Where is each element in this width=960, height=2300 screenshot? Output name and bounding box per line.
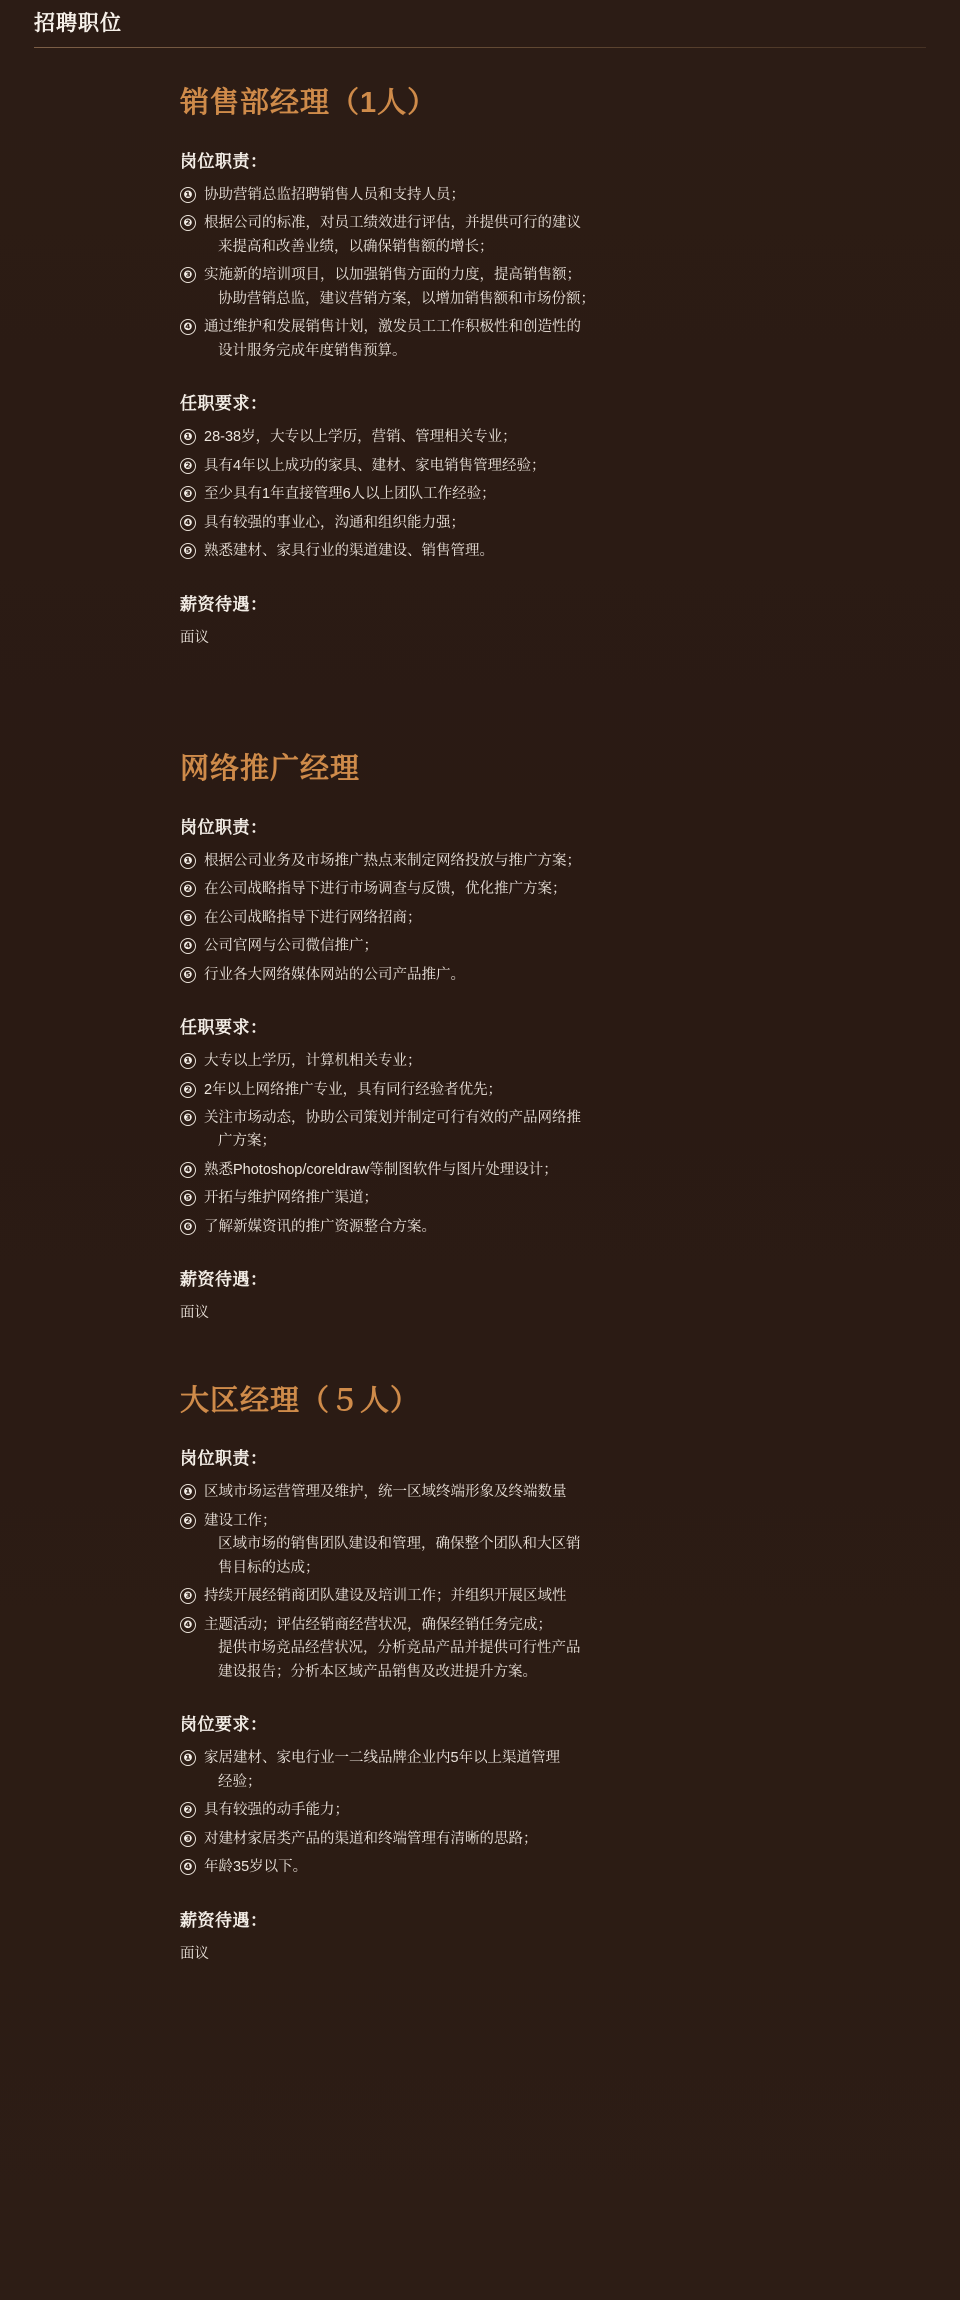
item-text-line: 年龄35岁以下。: [204, 1859, 308, 1876]
item-text-line: 2年以上网络推广专业，具有同行经验者优先；: [204, 1081, 503, 1098]
list-item: [180, 316, 900, 363]
list-item: [180, 1079, 900, 1102]
item-number-icon: ❹: [180, 1617, 196, 1633]
item-number-icon: ❶: [180, 1484, 196, 1500]
item-number-icon: ❸: [180, 1110, 196, 1126]
item-number-icon: ❹: [180, 319, 196, 335]
item-text-line: 通过维护和发展销售计划，激发员工工作积极性和创造性的: [204, 319, 581, 336]
job-section: [180, 590, 900, 650]
item-text-line: 经验；: [218, 1773, 262, 1790]
item-text-line: 熟悉Photoshop/coreldraw等制图软件与图片处理设计；: [204, 1161, 558, 1178]
item-number-icon: ❶: [180, 187, 196, 203]
list-item: [180, 184, 900, 207]
list-item: [180, 455, 900, 478]
item-number-icon: ❶: [180, 1053, 196, 1069]
item-text-line: 设计服务完成年度销售预算。: [218, 342, 407, 359]
section-heading: 岗位职责：: [180, 151, 268, 171]
list-item: [180, 878, 900, 901]
item-number-icon: ❸: [180, 1588, 196, 1604]
list-item: [180, 512, 900, 535]
item-text-line: 来提高和改善业绩，以确保销售额的增长；: [218, 238, 494, 255]
salary-note: 面议: [180, 629, 209, 646]
section-heading: 薪资待遇：: [180, 594, 268, 614]
requirement-list: [180, 1747, 900, 1879]
requirement-list: [180, 1481, 900, 1684]
job-listing: [180, 86, 900, 650]
job-listing: [180, 1384, 900, 1966]
item-text-line: 实施新的培训项目，以加强销售方面的力度，提高销售额；: [204, 267, 581, 284]
page-header: [0, 0, 960, 58]
list-item: [180, 1107, 900, 1154]
job-title: 网络推广经理: [180, 752, 361, 785]
item-text-line: 具有较强的事业心，沟通和组织能力强；: [204, 514, 465, 531]
section-heading: 任职要求：: [180, 1018, 268, 1038]
jobs-container: [0, 58, 960, 2026]
requirement-list: [180, 1050, 900, 1239]
item-text-line: 建设报告；分析本区域产品销售及改进提升方案。: [218, 1663, 537, 1680]
item-number-icon: ❸: [180, 267, 196, 283]
item-text-line: 对建材家居类产品的渠道和终端管理有清晰的思路；: [204, 1830, 538, 1847]
job-section: [180, 1906, 900, 1966]
item-number-icon: ❹: [180, 515, 196, 531]
item-text-line: 公司官网与公司微信推广；: [204, 938, 378, 955]
section-heading: 任职要求：: [180, 394, 268, 414]
list-item: [180, 426, 900, 449]
item-text-line: 在公司战略指导下进行市场调查与反馈，优化推广方案；: [204, 881, 567, 898]
section-heading: 薪资待遇：: [180, 1910, 268, 1930]
salary-note: 面议: [180, 1945, 209, 1962]
list-item: [180, 964, 900, 987]
list-item: [180, 540, 900, 563]
item-text-line: 区域市场运营管理及维护，统一区域终端形象及终端数量: [204, 1484, 567, 1501]
item-number-icon: ❺: [180, 543, 196, 559]
item-text-line: 开拓与维护网络推广渠道；: [204, 1190, 378, 1207]
job-section: [180, 147, 900, 363]
item-text-line: 了解新媒资讯的推广资源整合方案。: [204, 1218, 436, 1235]
job-section: [180, 1013, 900, 1239]
list-item: [180, 1159, 900, 1182]
item-text-line: 至少具有1年直接管理6人以上团队工作经验；: [204, 486, 496, 503]
item-number-icon: ❷: [180, 1802, 196, 1818]
item-text-line: 建设工作；: [204, 1512, 277, 1529]
list-item: [180, 264, 900, 311]
item-text-line: 协助营销总监招聘销售人员和支持人员；: [204, 186, 465, 203]
item-text-line: 行业各大网络媒体网站的公司产品推广。: [204, 966, 465, 983]
item-number-icon: ❶: [180, 1750, 196, 1766]
requirement-list: [180, 184, 900, 363]
list-item: [180, 1614, 900, 1684]
list-item: [180, 1828, 900, 1851]
item-text-line: 具有4年以上成功的家具、建材、家电销售管理经验；: [204, 457, 546, 474]
job-section: [180, 1444, 900, 1684]
section-heading: 岗位职责：: [180, 817, 268, 837]
item-number-icon: ❹: [180, 938, 196, 954]
job-section: [180, 1710, 900, 1879]
list-item: [180, 1856, 900, 1879]
job-title: 销售部经理（1人）: [180, 87, 438, 119]
page-title: 招聘职位: [34, 11, 122, 35]
item-number-icon: ❺: [180, 1190, 196, 1206]
item-number-icon: ❶: [180, 429, 196, 445]
item-number-icon: ❷: [180, 1513, 196, 1529]
job-section: [180, 1265, 900, 1325]
list-item: [180, 1216, 900, 1239]
item-number-icon: ❸: [180, 1831, 196, 1847]
item-text-line: 熟悉建材、家具行业的渠道建设、销售管理。: [204, 543, 494, 560]
item-text-line: 区域市场的销售团队建设和管理，确保整个团队和大区销: [218, 1536, 581, 1553]
list-item: [180, 1799, 900, 1822]
list-item: [180, 935, 900, 958]
list-item: [180, 1510, 900, 1580]
item-text-line: 根据公司的标准，对员工绩效进行评估，并提供可行的建议: [204, 215, 581, 232]
list-item: [180, 212, 900, 259]
job-section: [180, 389, 900, 563]
item-text-line: 在公司战略指导下进行网络招商；: [204, 909, 422, 926]
item-text-line: 具有较强的动手能力；: [204, 1802, 349, 1819]
list-item: [180, 1481, 900, 1504]
job-listing: [180, 752, 900, 1326]
list-item: [180, 1050, 900, 1073]
item-text-line: 持续开展经销商团队建设及培训工作；并组织开展区域性: [204, 1588, 567, 1605]
list-item: [180, 850, 900, 873]
header-divider: [34, 47, 926, 48]
item-number-icon: ❷: [180, 458, 196, 474]
item-text-line: 关注市场动态，协助公司策划并制定可行有效的产品网络推: [204, 1109, 581, 1126]
item-number-icon: ❻: [180, 1219, 196, 1235]
item-text-line: 协助营销总监，建议营销方案，以增加销售额和市场份额；: [218, 290, 595, 307]
item-number-icon: ❶: [180, 853, 196, 869]
requirement-list: [180, 850, 900, 987]
item-number-icon: ❹: [180, 1859, 196, 1875]
list-item: [180, 1585, 900, 1608]
item-text-line: 主题活动；评估经销商经营状况，确保经销任务完成；: [204, 1616, 552, 1633]
item-text-line: 广方案；: [218, 1133, 276, 1150]
section-spacer: [180, 708, 900, 752]
item-number-icon: ❹: [180, 1162, 196, 1178]
item-text-line: 根据公司业务及市场推广热点来制定网络投放与推广方案；: [204, 852, 581, 869]
item-text-line: 家居建材、家电行业一二线品牌企业内5年以上渠道管理: [204, 1750, 561, 1767]
list-item: [180, 483, 900, 506]
job-section: [180, 813, 900, 987]
item-number-icon: ❷: [180, 881, 196, 897]
item-text-line: 大专以上学历，计算机相关专业；: [204, 1053, 422, 1070]
list-item: [180, 907, 900, 930]
section-heading: 岗位要求：: [180, 1715, 268, 1735]
section-heading: 薪资待遇：: [180, 1270, 268, 1290]
job-title: 大区经理（５人）: [180, 1384, 421, 1417]
list-item: [180, 1747, 900, 1794]
item-number-icon: ❷: [180, 1082, 196, 1098]
item-number-icon: ❺: [180, 967, 196, 983]
list-item: [180, 1187, 900, 1210]
item-text-line: 售目标的达成；: [218, 1559, 320, 1576]
requirement-list: [180, 426, 900, 563]
item-text-line: 28-38岁，大专以上学历，营销、管理相关专业；: [204, 429, 517, 446]
item-text-line: 提供市场竞品经营状况，分析竞品产品并提供可行性产品: [218, 1640, 581, 1657]
section-heading: 岗位职责：: [180, 1449, 268, 1469]
item-number-icon: ❸: [180, 910, 196, 926]
item-number-icon: ❷: [180, 215, 196, 231]
salary-note: 面议: [180, 1305, 209, 1322]
item-number-icon: ❸: [180, 486, 196, 502]
